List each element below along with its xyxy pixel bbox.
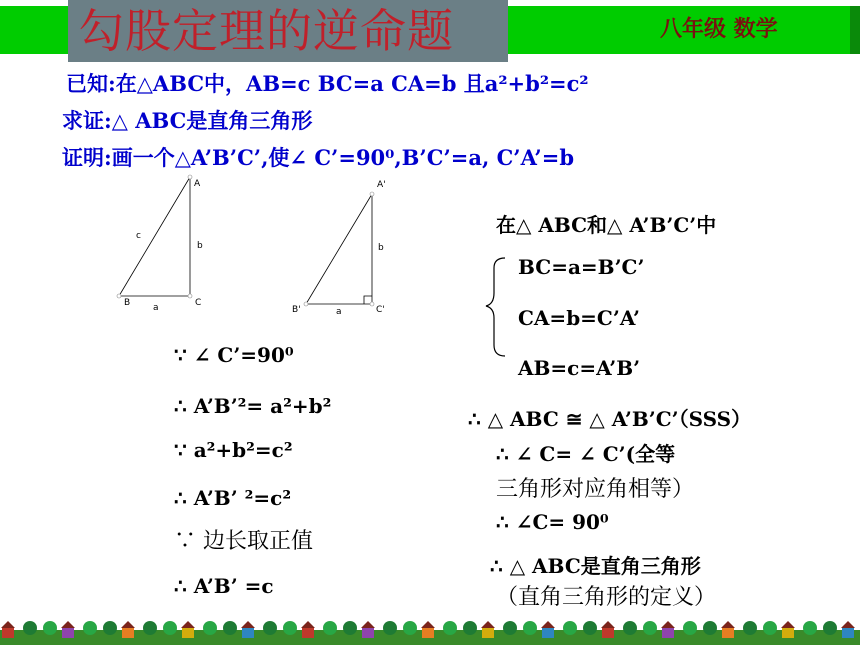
right-proof-intro: 在△ ABC和△ A’B’C’中 xyxy=(496,213,717,237)
angle-equal-reason: 三角形对应角相等） xyxy=(496,477,695,502)
footer-tree xyxy=(823,621,837,635)
given-statement: 已知:在△ABC中，AB=c BC=a CA=b 且a²+b²=c² xyxy=(66,71,589,96)
footer-tree xyxy=(563,621,577,635)
footer-roof xyxy=(421,621,435,628)
footer-tree xyxy=(503,621,517,635)
footer-house xyxy=(602,628,614,638)
left-proof-step-3: ∵ a²+b²=c² xyxy=(174,438,293,462)
footer-roof xyxy=(241,621,255,628)
footer-house xyxy=(842,628,854,638)
brace-symbol xyxy=(486,258,505,356)
footer-tree xyxy=(103,621,117,635)
vertex-a-prime-label: A' xyxy=(377,180,386,190)
side-b-prime-label: b xyxy=(378,243,384,253)
footer-house xyxy=(362,628,374,638)
footer-roof xyxy=(601,621,615,628)
footer-tree xyxy=(763,621,777,635)
footer-tree xyxy=(163,621,177,635)
footer-roof xyxy=(781,621,795,628)
footer-roof xyxy=(481,621,495,628)
side-a-label: a xyxy=(153,303,159,313)
decorative-footer-strip xyxy=(0,616,860,645)
footer-house xyxy=(422,628,434,638)
footer-tree xyxy=(803,621,817,635)
vertex-a-label: A xyxy=(194,179,201,189)
footer-house xyxy=(482,628,494,638)
side-b-label: b xyxy=(197,241,203,251)
condition-ca: CA=b=C’A’ xyxy=(518,306,640,330)
footer-roof xyxy=(841,621,855,628)
footer-roof xyxy=(181,621,195,628)
footer-house xyxy=(182,628,194,638)
footer-roof xyxy=(361,621,375,628)
footer-tree xyxy=(623,621,637,635)
vertex-b-label: B xyxy=(124,298,131,308)
footer-house xyxy=(242,628,254,638)
footer-house xyxy=(2,628,14,638)
angle-value-statement: ∴ ∠C= 90⁰ xyxy=(496,510,609,534)
footer-tree xyxy=(83,621,97,635)
conclusion-reason: （直角三角形的定义） xyxy=(496,585,717,610)
prove-statement: 求证:△ ABC是直角三角形 xyxy=(62,108,313,133)
page-title: 勾股定理的逆命题 xyxy=(78,4,454,58)
side-c-label: c xyxy=(136,231,141,241)
triangle-abc xyxy=(117,175,203,313)
footer-tree xyxy=(43,621,57,635)
conclusion-statement: ∴ △ ABC是直角三角形 xyxy=(490,554,701,578)
footer-tree xyxy=(643,621,657,635)
footer-house xyxy=(122,628,134,638)
footer-tree xyxy=(583,621,597,635)
footer-tree xyxy=(463,621,477,635)
footer-tree xyxy=(283,621,297,635)
left-proof-step-4: ∴ A’B’ ²=c² xyxy=(174,486,292,510)
footer-tree xyxy=(203,621,217,635)
footer-tree xyxy=(443,621,457,635)
footer-tree xyxy=(683,621,697,635)
footer-tree xyxy=(223,621,237,635)
left-proof-step-5: ∵ 边长取正值 xyxy=(174,529,313,554)
footer-tree xyxy=(323,621,337,635)
triangle-abc-prime xyxy=(292,180,386,317)
footer-house xyxy=(62,628,74,638)
footer-roof xyxy=(661,621,675,628)
footer-tree xyxy=(343,621,357,635)
footer-tree xyxy=(523,621,537,635)
grade-subject-label: 八年级 数学 xyxy=(660,17,778,42)
vertex-c-prime-label: C' xyxy=(376,305,385,315)
congruence-statement: ∴ △ ABC ≅ △ A’B’C’（SSS） xyxy=(468,407,752,431)
footer-tree xyxy=(383,621,397,635)
left-proof-step-2: ∴ A’B’²= a²+b² xyxy=(174,394,332,418)
footer-roof xyxy=(301,621,315,628)
footer-tree xyxy=(143,621,157,635)
footer-house xyxy=(662,628,674,638)
footer-tree xyxy=(703,621,717,635)
angle-equal-statement: ∴ ∠ C= ∠ C’(全等 xyxy=(496,442,676,466)
construct-statement: 证明:画一个△A’B’C’,使∠ C’=90⁰,B’C’=a, C’A’=b xyxy=(62,145,574,170)
vertex-c-label: C xyxy=(195,298,202,308)
footer-roof xyxy=(1,621,15,628)
left-proof-step-1: ∵ ∠ C’=90⁰ xyxy=(174,343,294,367)
footer-tree xyxy=(403,621,417,635)
footer-house xyxy=(722,628,734,638)
footer-tree xyxy=(263,621,277,635)
vertex-b-prime-label: B' xyxy=(292,305,301,315)
footer-house xyxy=(782,628,794,638)
condition-bc: BC=a=B’C’ xyxy=(518,255,645,279)
footer-tree xyxy=(23,621,37,635)
footer-roof xyxy=(541,621,555,628)
footer-roof xyxy=(61,621,75,628)
condition-ab: AB=c=A’B’ xyxy=(518,356,641,380)
footer-house xyxy=(542,628,554,638)
side-a-prime-label: a xyxy=(336,307,342,317)
footer-roof xyxy=(721,621,735,628)
footer-roof xyxy=(121,621,135,628)
footer-tree xyxy=(743,621,757,635)
footer-house xyxy=(302,628,314,638)
left-proof-step-6: ∴ A’B’ =c xyxy=(174,574,274,598)
